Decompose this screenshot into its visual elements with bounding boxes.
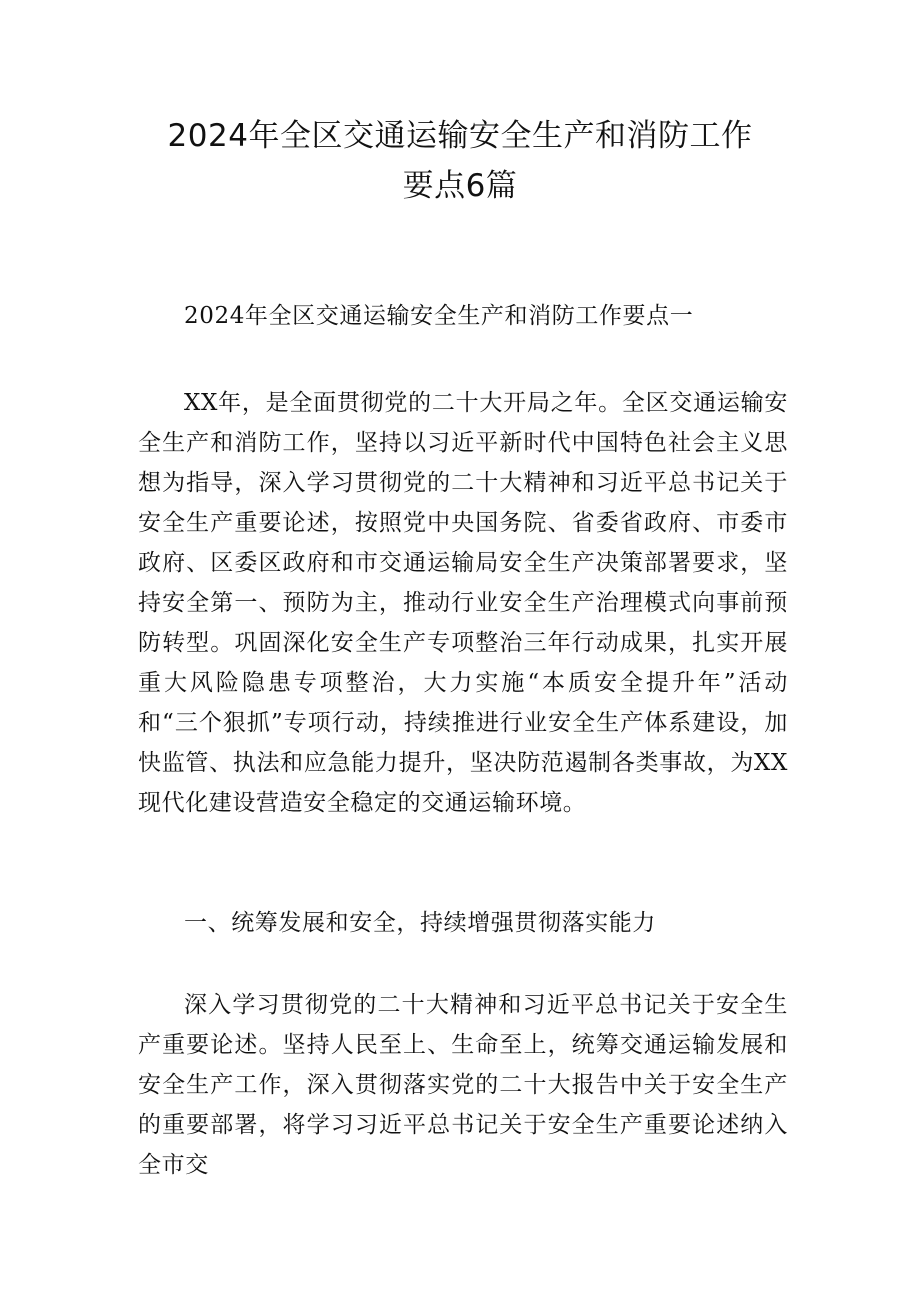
intro-paragraph: XX年，是全面贯彻党的二十大开局之年。全区交通运输安全生产和消防工作，坚持以习近平新时代中国特色社会主义思想为指导，深入学习贯彻党的二十大精神和习近平总书记关于安全生产重要论述，按照党中央国务院、省委省政府、市委市政府、区委区政府和市交通运输局安全生产决策部署要求，坚持安全第一、预防为主，推动行业安全生产治理模式向事前预防转型。巩固深化安全生产专项整治三年行动成果，扎实开展重大风险隐患专项整治，大力实施“本质安全提升年”活动和“三个狠抓”专项行动，持续推进行业安全生产体系建设，加快监管、执法和应急能力提升，坚决防范遏制各类事故，为XX现代化建设营造安全稳定的交通运输环境。 xyxy=(138,390,788,816)
section-1-paragraph: 深入学习贯彻党的二十大精神和习近平总书记关于安全生产重要论述。坚持人民至上、生命至上，统筹交通运输发展和安全生产工作，深入贯彻落实党的二十大报告中关于安全生产的重要部署，将学习习近平总书记关于安全生产重要论述纳入全市交 xyxy=(138,992,788,1178)
section-heading-1: 一、统筹发展和安全，持续增强贯彻落实能力 xyxy=(184,910,656,936)
document-title-line1: 2024年全区交通运输安全生产和消防工作 xyxy=(167,118,753,154)
section-subtitle: 2024年全区交通运输安全生产和消防工作要点一 xyxy=(184,303,694,329)
document-title-line2: 要点6篇 xyxy=(402,168,518,204)
